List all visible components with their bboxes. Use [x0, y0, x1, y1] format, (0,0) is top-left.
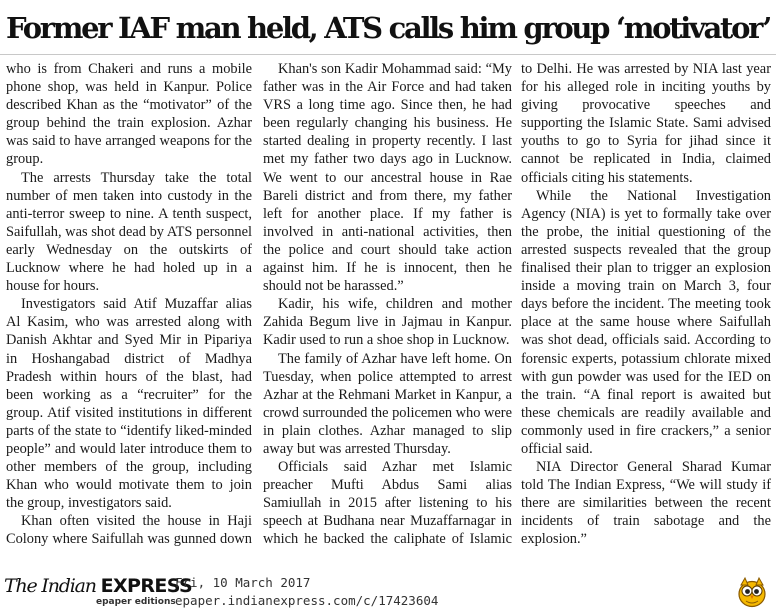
article-paragraph: The arrests Thursday take the total number of men taken into custody in the anti-terror sweep to nine. A tenth suspect, Saifullah, was shot dead by ATS personnel early Wednesday on the outskirts of Lucknow where he had holed up in a house for hours. — [6, 169, 252, 295]
article-paragraph: Khan's son Kadir Mohammad said: “My father was in the Air Force and had taken VRS a long time ago. Since then, he had been regularly changing his business. He started dealing in property recently. I last met my father two days ago in Lucknow. We went to our ancestral house in Rae Bareli district and from there, my father left for another place. If my father is involved in anti-national activities, then the police and court should take action against him. If he is innocent, then he should not be harassed.” — [263, 61, 512, 295]
logo-prefix-text: The Indian — [4, 575, 101, 597]
article-url-link[interactable]: epaper.indianexpress.com/c/17423604 — [175, 593, 439, 608]
article-paragraph: who is from Chakeri and runs a mobile phone shop, was held in Kanpur. Police described Khan as the “motivator” of the group behind the train explosion. Azhar was said to have arranged weapons for the group. — [6, 61, 252, 168]
article-paragraph: NIA Director General Sharad Kumar told The Indian Express, “We will study if there are similarities between the recent incidents of train sabotage and the explosion.” — [521, 459, 771, 548]
article-paragraph: Investigators said Atif Muzaffar alias Al Kasim, who was arrested along with Danish Akhtar and Syed Mir in Pipariya in Hoshangabad district of Madhya Pradesh within hours of the blast, had been working as a “recruiter” for the group. Atif visited institutions in different parts of the state to “identify liked-minded people” and would later introduce them to other members of the group, including Khan who would motivate them to join the group, investigators said. — [6, 296, 252, 512]
article-column-1 — [6, 60, 252, 550]
article-paragraph — [521, 549, 771, 550]
owl-pupil-right — [754, 589, 759, 594]
article-paragraph: Kadir, his wife, children and mother Zahida Begum live in Jajmau in Kanpur. Kadir used to run a shoe shop in Lucknow. — [263, 296, 512, 349]
owl-pupil-left — [745, 589, 750, 594]
owl-icon[interactable] — [736, 576, 768, 608]
article-paragraph: to Delhi. He was arrested by NIA last year for his alleged role in inciting youths by giving provocative speeches and supporting the Islamic State. Sami advised youths to go to Syria for jihad since it cannot be replicated in India, claimed officials citing his statements. — [521, 61, 771, 186]
owl-ear-right — [756, 578, 763, 585]
owl-ear-left — [741, 578, 748, 585]
publication-logo[interactable] — [4, 575, 192, 597]
headline-divider — [0, 54, 776, 55]
article-paragraph: Khan often visited the house in Haji Colony where Saifullah was gunned down — [6, 513, 252, 548]
article-headline: Former IAF man held, ATS calls him group ‘motivator’ — [6, 11, 770, 45]
article-column-2 — [263, 60, 512, 550]
article-paragraph: The family of Azhar have left home. On Tuesday, when police attempted to arrest Azhar at the Rehmani Market in Kanpur, a crowd surrounded the policemen who were in plain clothes. Azhar managed to slip away but was arrested Thursday. — [263, 350, 512, 457]
article-paragraph: While the National Investigation Agency (NIA) is yet to formally take over the probe, the initial questioning of the arrested suspects revealed that the group finalised their plan to trigger an explosion inside a moving train on March 3, four days before the incident. The meeting took place at the same house where Saifullah was shot dead, officials said. According to forensic experts, potassium chlorate mixed with gun powder was used for the IED on the train. “A final report is awaited but these chemicals are readily available and commonly used in fire crackers,” a senior official said. — [521, 187, 771, 457]
article-column-3 — [521, 60, 771, 550]
article-paragraph: Officials said Azhar met Islamic preacher Mufti Abdus Sami alias Samiullah in 2015 after listening to his speech at Budhana near Muzaffarnagar in which he backed the caliphate of Islamic — [263, 459, 512, 548]
edition-date: Fri, 10 March 2017 — [175, 575, 311, 590]
logo-subtitle: epaper editions — [96, 597, 176, 607]
logo-express-text: EXPRESS — [100, 575, 193, 597]
